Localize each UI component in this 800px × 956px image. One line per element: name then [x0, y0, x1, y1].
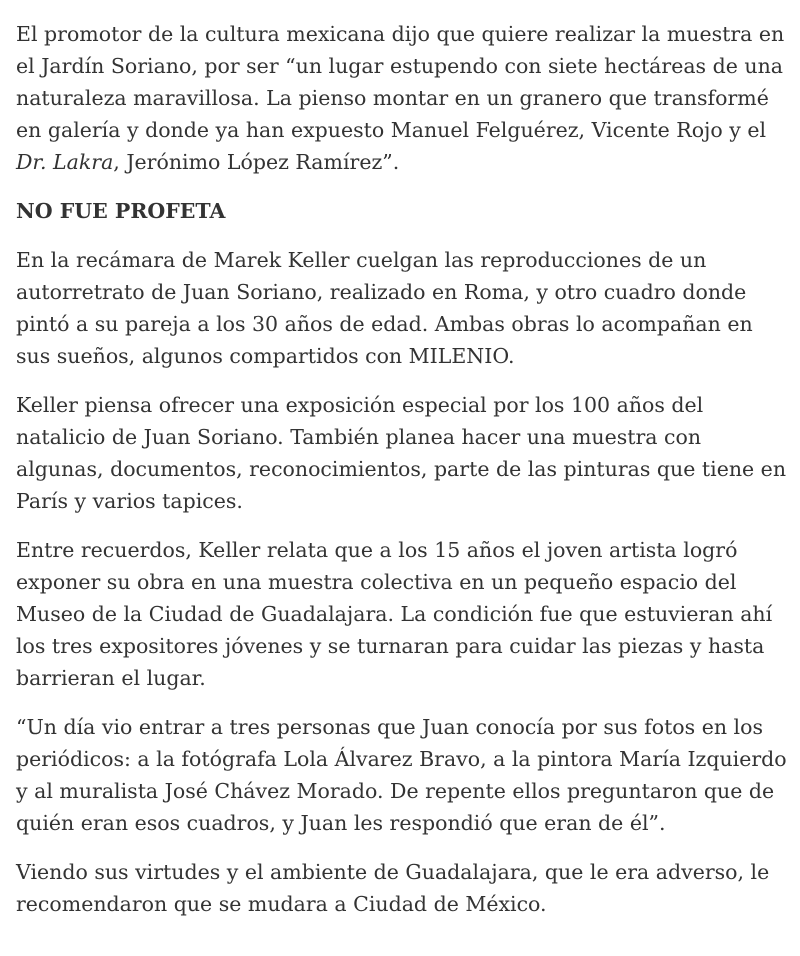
paragraph-text: , Jerónimo López Ramírez”.: [113, 150, 400, 174]
paragraph-quote: “Un día vio entrar a tres personas que Juan conocía por sus fotos en los periódicos: a la fotógrafa Lola Álvarez Bravo, a la pintora María Izquierdo y al muralista José Chávez Morado. De repente ellos preguntaron que de quién eran esos cuadros, y Juan les respondió que eran de él”.: [16, 715, 787, 835]
emphasized-name: Dr. Lakra: [16, 150, 114, 174]
paragraph-recuerdos: Entre recuerdos, Keller relata que a los 15 años el joven artista logró exponer su obra en una muestra colectiva en un pequeño espacio del Museo de la Ciudad de Guadalajara. La condición fue que estuvieran ahí los tres expositores jóvenes y se turnaran para cuidar las piezas y hasta barrieran el lugar.: [16, 538, 773, 690]
paragraph-text: El promotor de la cultura mexicana dijo que quiere realizar la muestra en el Jardín Soriano, por ser “un lugar estupendo con siete hectáreas de una naturaleza maravillosa. La pienso montar en un granero que transformé en galería y donde ya han expuesto Manuel Felguérez, Vicente Rojo y el: [16, 22, 785, 142]
paragraph-mudanza: Viendo sus virtudes y el ambiente de Guadalajara, que le era adverso, le recomendaron que se mudara a Ciudad de México.: [16, 860, 770, 916]
section-subheading: NO FUE PROFETA: [16, 199, 226, 223]
paragraph-recamara: En la recámara de Marek Keller cuelgan las reproducciones de un autorretrato de Juan Soriano, realizado en Roma, y otro cuadro donde pintó a su pareja a los 30 años de edad. Ambas obras lo acompañan en sus sueños, algunos compartidos con MILENIO.: [16, 248, 753, 368]
paragraph-jardin-soriano: [16, 18, 788, 178]
paragraph-exposicion: Keller piensa ofrecer una exposición especial por los 100 años del natalicio de Juan Soriano. También planea hacer una muestra con algunas, documentos, reconocimientos, parte de las pinturas que tiene en París y varios tapices.: [16, 393, 787, 513]
